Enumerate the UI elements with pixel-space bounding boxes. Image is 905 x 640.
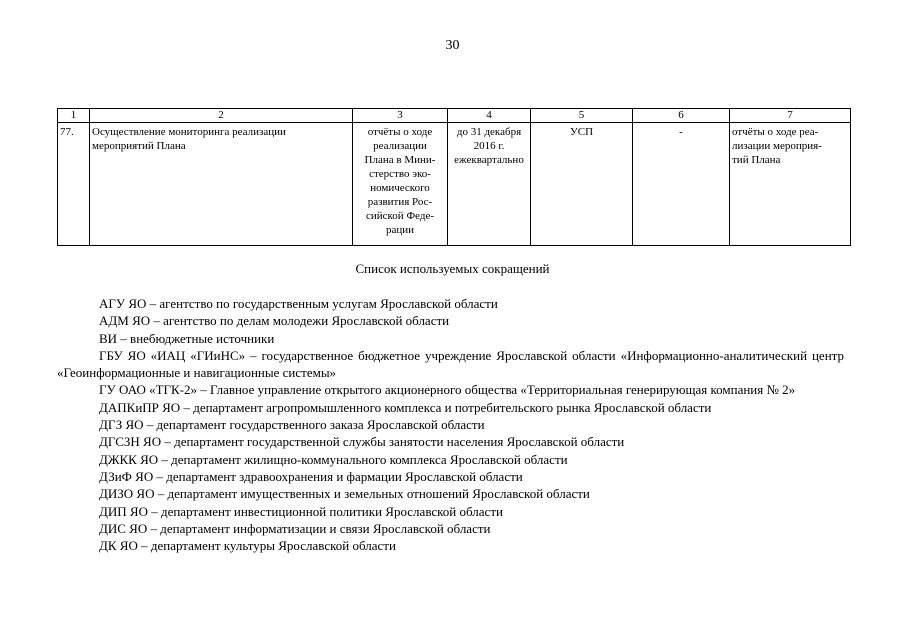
deadline-line: до 31 декабря [456,126,522,138]
column-number: 6 [633,109,730,123]
funding-cell: - [633,123,730,246]
column-number: 2 [90,109,353,123]
indicator-line: лизации мероприя- [732,140,822,152]
column-number: 4 [448,109,531,123]
column-number: 5 [531,109,633,123]
deadline-line: ежеквартально [454,154,524,166]
result-line: реализации [373,140,427,152]
result-line: отчёты о ходе [367,126,433,138]
abbreviation-item: ДГСЗН ЯО – департамент государственной службы занятости населения Ярославской области [99,434,625,450]
abbreviation-item: ДИС ЯО – департамент информатизации и связи Ярославской области [99,520,491,536]
abbreviations-title: Список используемых сокращений [355,261,550,276]
executor-cell: УСП [531,123,633,246]
abbreviation-item: ДЖКК ЯО – департамент жилищно-коммунального комплекса Ярославской области [99,451,568,467]
abbreviation-item: ГБУ ЯО «ИАЦ «ГИиНС» – государственное бюджетное учреждение Ярославской области «Информационно-аналитический центр «Геоинформационные и навигационные системы» [57,347,844,381]
abbreviation-item: ДГЗ ЯО – департамент государственного заказа Ярославской области [99,417,485,433]
row-number: 77. [58,123,90,246]
result-line: рации [385,224,415,236]
table-header-row [58,109,851,123]
abbreviation-item: ДАПКиПР ЯО – департамент агропромышленного комплекса и потребительского рынка Ярославской области [99,399,712,415]
result-line: развития Рос- [367,196,433,208]
deadline-line: 2016 г. [473,140,505,152]
result-line: стерство эко- [369,168,431,180]
abbreviation-item: ВИ – внебюджетные источники [99,330,275,346]
abbreviation-item: ГУ ОАО «ТГК-2» – Главное управление открытого акционерного общества «Территориальная генерирующая компания № 2» [99,382,796,398]
table-row [58,123,851,246]
abbreviation-item: ДИП ЯО – департамент инвестиционной политики Ярославской области [99,503,503,519]
result-line: сийской Феде- [365,210,435,222]
abbreviation-item: ДЗиФ ЯО – департамент здравоохранения и фармации Ярославской области [99,468,523,484]
plan-table [57,108,851,246]
result-line: номического [370,182,430,194]
abbreviations-list [57,295,844,554]
abbreviation-item: АДМ ЯО – агентство по делам молодежи Ярославской области [99,313,450,329]
abbreviation-item: АГУ ЯО – агентство по государственным услугам Ярославской области [99,296,498,311]
result-line: Плана в Мини- [364,154,436,166]
abbreviation-item: ДИЗО ЯО – департамент имущественных и земельных отношений Ярославской области [99,486,590,502]
indicator-cell [730,123,851,246]
column-number: 1 [58,109,90,123]
column-number: 3 [353,109,448,123]
deadline-cell [448,123,531,246]
indicator-line: отчёты о ходе реа- [732,126,819,138]
indicator-line: тий Плана [732,154,781,166]
activity-cell: Осуществление мониторинга реализации мероприятий Плана [90,123,353,246]
result-cell [353,123,448,246]
page-number: 30 [445,38,460,53]
abbreviation-item: ДК ЯО – департамент культуры Ярославской области [99,538,396,554]
column-number: 7 [730,109,851,123]
